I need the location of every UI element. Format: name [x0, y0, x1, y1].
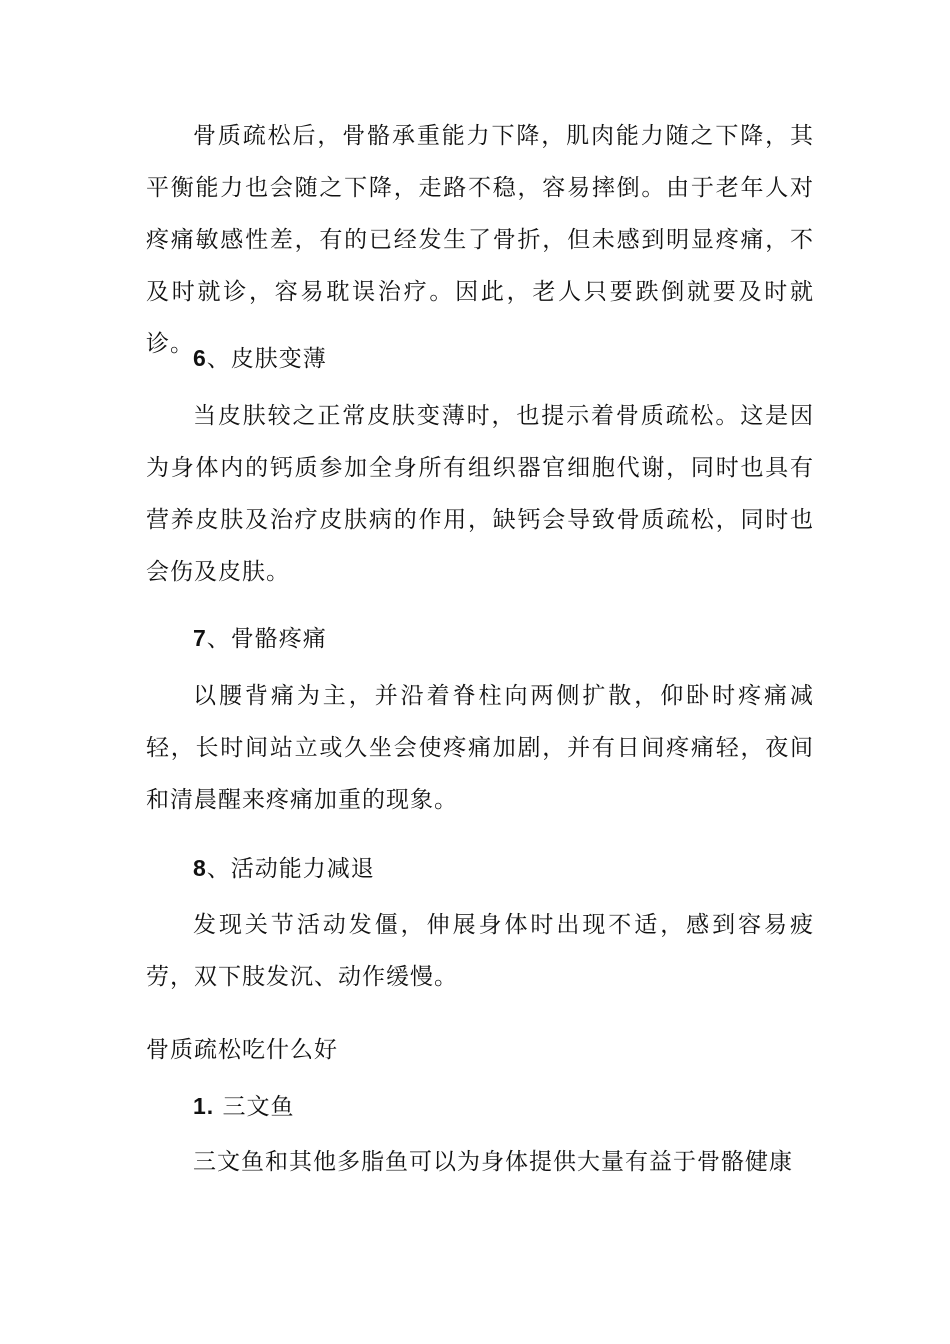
heading-number: 1.	[193, 1093, 215, 1119]
heading-number: 6	[193, 345, 207, 371]
heading-number: 8	[193, 855, 207, 881]
heading-text: 、骨骼疼痛	[206, 626, 327, 652]
heading-text: 三文鱼	[214, 1094, 295, 1120]
heading-number: 7	[193, 625, 207, 651]
heading-mobility-decline	[193, 848, 375, 889]
paragraph-bone-pain: 以腰背痛为主，并沿着脊柱向两侧扩散，仰卧时疼痛减轻，长时间站立或久坐会使疼痛加剧，并有日间疼痛轻，夜间和清晨醒来疼痛加重的现象。	[146, 683, 814, 813]
heading-text: 、皮肤变薄	[206, 346, 327, 372]
section-title-diet: 骨质疏松吃什么好	[146, 1037, 338, 1063]
paragraph-skin-thinning: 当皮肤较之正常皮肤变薄时，也提示着骨质疏松。这是因为身体内的钙质参加全身所有组织器官细胞代谢，同时也具有营养皮肤及治疗皮肤病的作用，缺钙会导致骨质疏松，同时也会伤及皮肤。	[146, 403, 814, 585]
paragraph-salmon: 三文鱼和其他多脂鱼可以为身体提供大量有益于骨骼健康	[193, 1149, 793, 1175]
paragraph-mobility-decline: 发现关节活动发僵，伸展身体时出现不适，感到容易疲劳，双下肢发沉、动作缓慢。	[146, 912, 814, 990]
heading-skin-thinning	[193, 338, 327, 379]
paragraph-fall-risk: 骨质疏松后，骨骼承重能力下降，肌肉能力随之下降，其平衡能力也会随之下降，走路不稳，容易摔倒。由于老年人对疼痛敏感性差，有的已经发生了骨折，但未感到明显疼痛，不及时就诊，容易耽误治疗。因此，老人只要跌倒就要及时就诊。	[146, 123, 814, 357]
heading-text: 、活动能力减退	[206, 856, 375, 882]
heading-salmon	[193, 1086, 295, 1127]
heading-bone-pain	[193, 618, 327, 659]
